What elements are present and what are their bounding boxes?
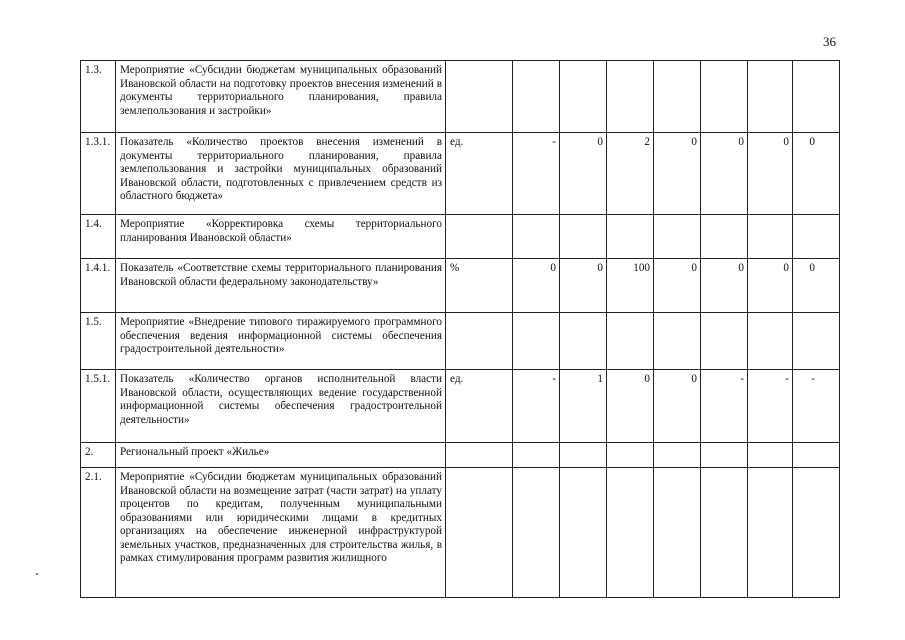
- table-row: [81, 370, 840, 443]
- table-row: [81, 443, 840, 468]
- value-cell: 0: [654, 133, 701, 215]
- row-number: 2.1.: [81, 468, 116, 598]
- value-cell: [513, 443, 560, 468]
- row-unit: [446, 313, 513, 370]
- row-description: Показатель «Количество проектов внесения изменений в документы территориального планирования, правила землепользования и застройки муниципальных образований Ивановской области, подготовленных с привлечением средств из областного бюджета»: [116, 133, 446, 215]
- value-cell: [701, 61, 748, 133]
- value-cell: 2: [607, 133, 654, 215]
- value-cell: 0: [701, 133, 748, 215]
- value-cell: [607, 313, 654, 370]
- row-description: Мероприятие «Внедрение типового тиражируемого программного обеспечения ведения информационной системы обеспечения градостроительной деятельности»: [116, 313, 446, 370]
- table-row: [81, 215, 840, 259]
- value-cell: -: [513, 133, 560, 215]
- value-cell: 1: [560, 370, 607, 443]
- value-cell: [748, 468, 793, 598]
- value-cell: [654, 468, 701, 598]
- value-cell: [793, 468, 840, 598]
- value-cell: [748, 61, 793, 133]
- value-cell: [560, 443, 607, 468]
- value-cell: 0: [654, 259, 701, 313]
- row-number: 2.: [81, 443, 116, 468]
- value-cell: [560, 215, 607, 259]
- value-cell: [701, 468, 748, 598]
- value-cell: [654, 215, 701, 259]
- table-row: [81, 259, 840, 313]
- value-cell: [513, 61, 560, 133]
- value-cell: [701, 313, 748, 370]
- value-cell: [654, 443, 701, 468]
- table-row: [81, 313, 840, 370]
- value-cell: [748, 443, 793, 468]
- value-cell: [607, 443, 654, 468]
- value-cell: [748, 215, 793, 259]
- value-cell: [513, 313, 560, 370]
- value-cell: 0: [607, 370, 654, 443]
- row-description: Мероприятие «Субсидии бюджетам муниципальных образований Ивановской области на подготовку проектов внесения изменений в документы территориального планирования, правила землепользования и застройки»: [116, 61, 446, 133]
- value-cell: -: [748, 370, 793, 443]
- value-cell: [654, 313, 701, 370]
- row-number: 1.4.: [81, 215, 116, 259]
- value-cell: 0: [560, 259, 607, 313]
- row-unit: [446, 468, 513, 598]
- table-row: [81, 468, 840, 598]
- value-cell: [607, 215, 654, 259]
- value-cell: 0: [513, 259, 560, 313]
- row-unit: [446, 215, 513, 259]
- row-unit: ед.: [446, 133, 513, 215]
- value-cell: [560, 61, 607, 133]
- value-cell: [793, 61, 840, 133]
- table-row: [81, 61, 840, 133]
- value-cell: [513, 468, 560, 598]
- value-cell: [701, 215, 748, 259]
- row-description: Показатель «Количество органов исполнительной власти Ивановской области, осуществляющих ведение государственной информационной системы обеспечения градостроительной деятельности»: [116, 370, 446, 443]
- value-cell: [654, 61, 701, 133]
- value-cell: [793, 443, 840, 468]
- row-description: Мероприятие «Корректировка схемы территориального планирования Ивановской области»: [116, 215, 446, 259]
- row-unit: ед.: [446, 370, 513, 443]
- row-description: Мероприятие «Субсидии бюджетам муниципальных образований Ивановской области на возмещение затрат (части затрат) на уплату процентов по кредитам, полученным муниципальными образованиями или юридическими лицами в кредитных организациях на обеспечение инженерной инфраструктурой земельных участков, предназначенных для строительства жилья, в рамках стимулирования программ развития жилищного: [116, 468, 446, 598]
- value-cell: [793, 313, 840, 370]
- value-cell: [560, 313, 607, 370]
- value-cell: 0: [793, 259, 840, 313]
- value-cell: 100: [607, 259, 654, 313]
- row-number: 1.3.: [81, 61, 116, 133]
- value-cell: 0: [654, 370, 701, 443]
- value-cell: 0: [748, 259, 793, 313]
- value-cell: [793, 215, 840, 259]
- value-cell: [513, 215, 560, 259]
- row-unit: [446, 61, 513, 133]
- row-number: 1.4.1.: [81, 259, 116, 313]
- value-cell: [607, 61, 654, 133]
- value-cell: -: [701, 370, 748, 443]
- value-cell: -: [513, 370, 560, 443]
- value-cell: [701, 443, 748, 468]
- value-cell: [748, 313, 793, 370]
- value-cell: 0: [793, 133, 840, 215]
- value-cell: -: [793, 370, 840, 443]
- row-unit: %: [446, 259, 513, 313]
- value-cell: [560, 468, 607, 598]
- scan-speck: [36, 573, 38, 575]
- indicators-table: [80, 60, 840, 598]
- row-number: 1.5.: [81, 313, 116, 370]
- row-description: Показатель «Соответствие схемы территориального планирования Ивановской области федеральному законодательству»: [116, 259, 446, 313]
- value-cell: 0: [748, 133, 793, 215]
- value-cell: [607, 468, 654, 598]
- table-row: [81, 133, 840, 215]
- row-unit: [446, 443, 513, 468]
- row-number: 1.5.1.: [81, 370, 116, 443]
- row-number: 1.3.1.: [81, 133, 116, 215]
- page-number: 36: [823, 34, 836, 49]
- value-cell: 0: [560, 133, 607, 215]
- value-cell: 0: [701, 259, 748, 313]
- row-description: Региональный проект «Жилье»: [116, 443, 446, 468]
